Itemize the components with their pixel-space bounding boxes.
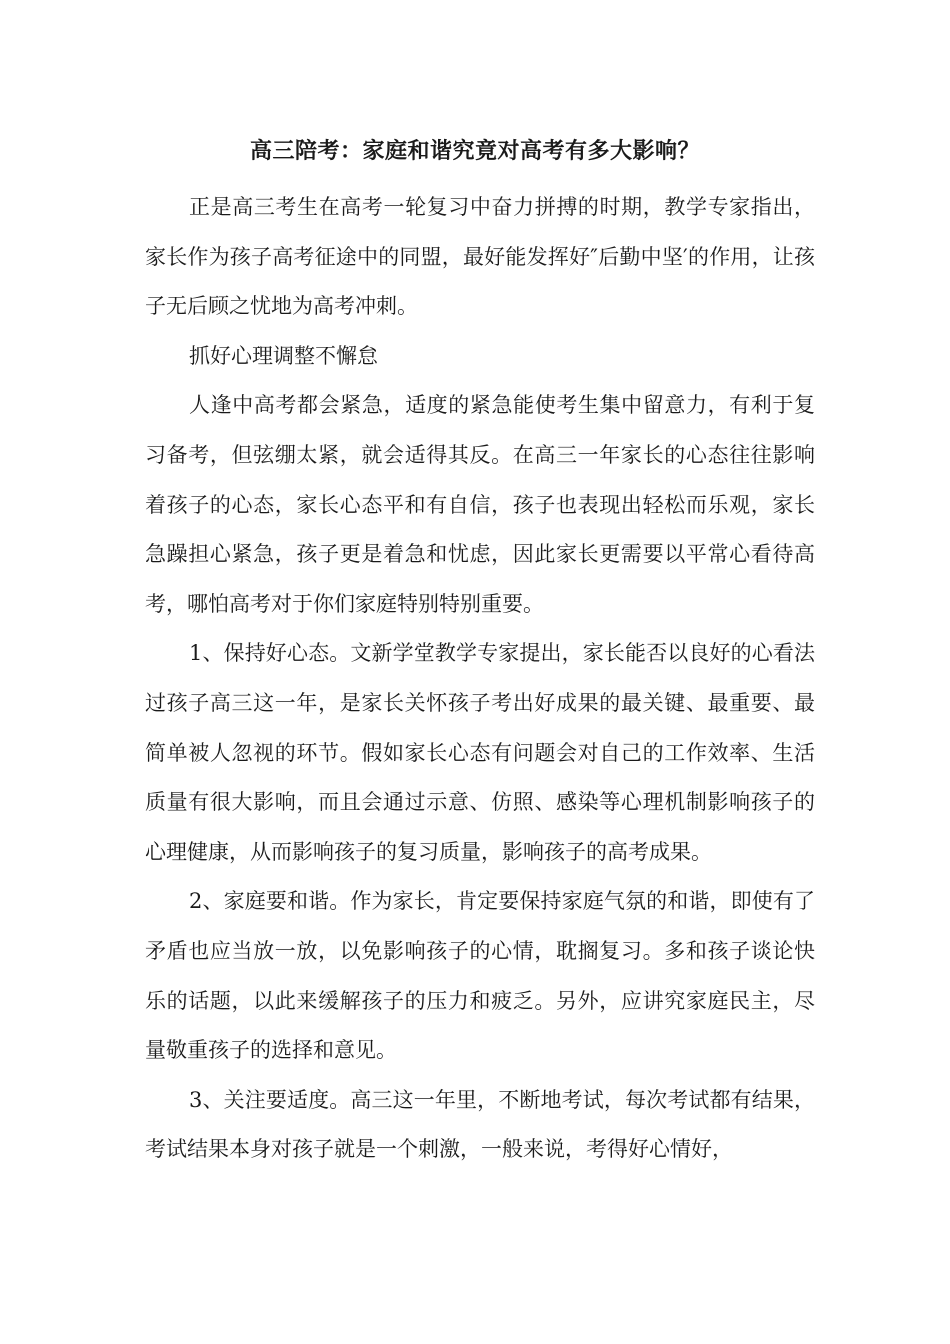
- document-body: [145, 183, 815, 1175]
- paragraph-point-2: 2、家庭要和谐。作为家长，肯定要保持家庭气氛的和谐，即使有了矛盾也应当放一放，以免影响孩子的心情，耽搁复习。多和孩子谈论快乐的话题，以此来缓解孩子的压力和疲乏。另外，应讲究家庭民主，尽量敬重孩子的选择和意见。: [145, 889, 815, 1063]
- paragraph-point-3: 3、关注要适度。高三这一年里，不断地考试，每次考试都有结果，考试结果本身对孩子就是一个刺激，一般来说，考得好心情好，: [145, 1087, 815, 1162]
- paragraph-mindset: 人逢中高考都会紧急，适度的紧急能使考生集中留意力，有利于复习备考，但弦绷太紧，就会适得其反。在高三一年家长的心态往往影响着孩子的心态，家长心态平和有自信，孩子也表现出轻松而乐观，家长急躁担心紧急，孩子更是着急和忧虑，因此家长更需要以平常心看待高考，哪怕高考对于你们家庭特别特别重要。: [145, 393, 815, 616]
- paragraph-point-1: 1、保持好心态。文新学堂教学专家提出，家长能否以良好的心看法过孩子高三这一年，是家长关怀孩子考出好成果的最关键、最重要、最简单被人忽视的环节。假如家长心态有问题会对自己的工作效率、生活质量有很大影响，而且会通过示意、仿照、感染等心理机制影响孩子的心理健康，从而影响孩子的复习质量，影响孩子的高考成果。: [145, 641, 815, 864]
- document-title: 高三陪考：家庭和谐究竟对高考有多大影响？: [249, 139, 700, 164]
- paragraph-intro: 正是高三考生在高考一轮复习中奋力拼搏的时期，教学专家指出，家长作为孩子高考征途中的同盟，最好能发挥好″后勤中坚′的作用，让孩子无后顾之忧地为高考冲刺。: [145, 195, 815, 319]
- section-heading: 抓好心理调整不懈怠: [189, 343, 378, 368]
